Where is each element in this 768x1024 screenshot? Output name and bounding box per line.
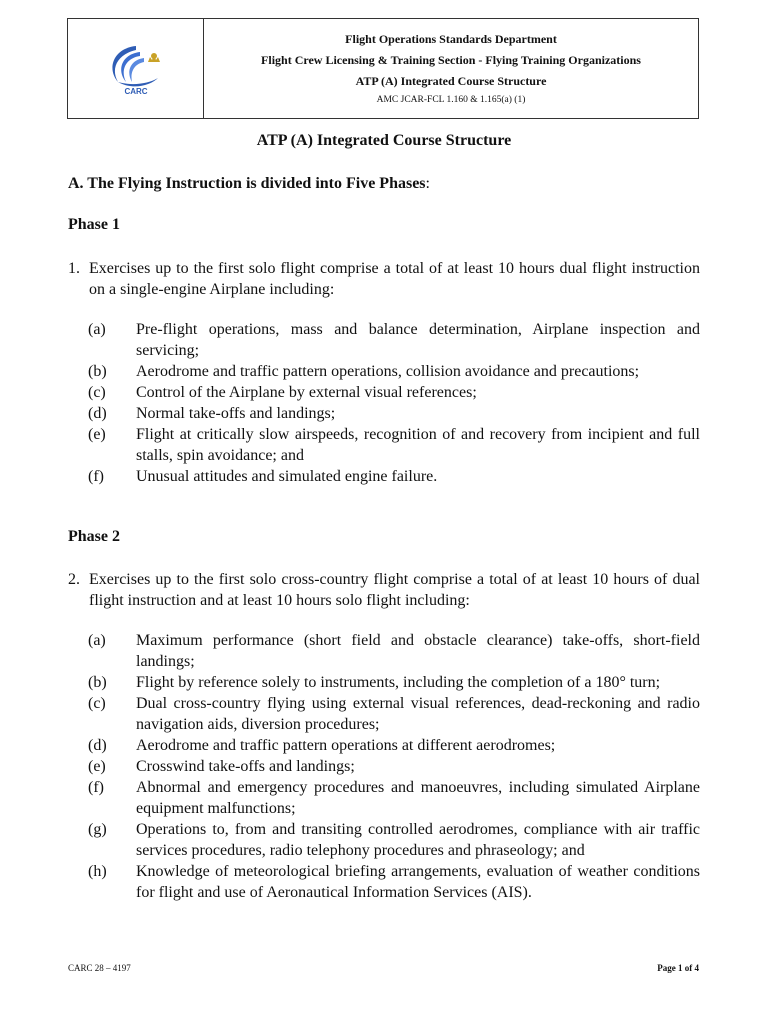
item-text: Abnormal and emergency procedures and manoeuvres, including simulated Airplane equipment malfunctions; [136, 779, 700, 817]
section-a-heading [68, 175, 430, 193]
item-text: Knowledge of meteorological briefing arrangements, evaluation of weather conditions for flight and use of Aeronautical Information Services (AIS). [136, 863, 700, 901]
item-text: Normal take-offs and landings; [136, 405, 336, 422]
footer-page-number: Page 1 of 4 [657, 963, 699, 973]
item-text: Operations to, from and transiting controlled aerodromes, compliance with air traffic services procedures, radio telephony procedures and phraseology; and [136, 821, 700, 859]
section-a-text: A. The Flying Instruction is divided into Five Phases [68, 175, 426, 192]
list-item [88, 361, 700, 382]
phase-1-intro [68, 258, 700, 300]
page-title: ATP (A) Integrated Course Structure [256, 132, 512, 149]
item-label: (h) [88, 863, 107, 880]
item-text: Flight by reference solely to instruments, including the completion of a 180° turn; [136, 674, 661, 691]
document-header [67, 18, 699, 119]
item-text: Flight at critically slow airspeeds, recognition of and recovery from incipient and full stalls, spin avoidance; and [136, 426, 700, 464]
item-text: Control of the Airplane by external visual references; [136, 384, 477, 401]
list-item [88, 672, 700, 693]
list-item [88, 861, 700, 903]
item-text: Maximum performance (short field and obstacle clearance) take-offs, short-field landings; [136, 632, 700, 670]
list-item [88, 693, 700, 735]
item-number: 1. [68, 260, 80, 277]
list-item [88, 735, 700, 756]
item-label: (d) [88, 405, 107, 422]
header-course-title: ATP (A) Integrated Course Structure [355, 73, 547, 88]
section-a-colon: : [425, 175, 430, 192]
phase-2-list [88, 630, 700, 903]
regulation-reference: AMC JCAR-FCL 1.160 & 1.165(a) (1) [376, 94, 526, 105]
item-label: (e) [88, 426, 106, 443]
list-item [88, 819, 700, 861]
logo-cell [68, 19, 204, 118]
footer-doc-reference: CARC 28 – 4197 [68, 963, 131, 973]
item-label: (e) [88, 758, 106, 775]
svg-text:CARC: CARC [123, 86, 148, 96]
item-label: (b) [88, 674, 107, 691]
item-text: Dual cross-country flying using external visual references, dead-reckoning and radio navigation aids, diversion procedures; [136, 695, 700, 733]
intro-text: Exercises up to the first solo flight comprise a total of at least 10 hours dual flight instruction on a single-engine Airplane including: [89, 260, 700, 298]
section-name: Flight Crew Licensing & Training Section - Flying Training Organizations [261, 52, 641, 67]
item-text: Pre-flight operations, mass and balance determination, Airplane inspection and servicing; [136, 321, 700, 359]
header-text [204, 19, 698, 118]
phase-1-heading: Phase 1 [68, 216, 120, 233]
item-label: (c) [88, 695, 106, 712]
list-item [88, 777, 700, 819]
item-label: (a) [88, 632, 106, 649]
intro-text: Exercises up to the first solo cross-country flight comprise a total of at least 10 hours of dual flight instruction and at least 10 hours solo flight including: [89, 571, 700, 609]
item-text: Aerodrome and traffic pattern operations at different aerodromes; [136, 737, 556, 754]
item-label: (c) [88, 384, 106, 401]
item-label: (f) [88, 468, 104, 485]
item-label: (a) [88, 321, 106, 338]
item-label: (b) [88, 363, 107, 380]
item-label: (d) [88, 737, 107, 754]
list-item [88, 466, 700, 487]
phase-1-list [88, 319, 700, 487]
carc-logo-icon [96, 38, 176, 100]
department-name: Flight Operations Standards Department [345, 31, 557, 46]
phase-2-heading: Phase 2 [68, 528, 120, 545]
list-item [88, 319, 700, 361]
item-label: (f) [88, 779, 104, 796]
item-number: 2. [68, 571, 80, 588]
list-item [88, 382, 700, 403]
item-text: Aerodrome and traffic pattern operations, collision avoidance and precautions; [136, 363, 640, 380]
list-item [88, 630, 700, 672]
list-item [88, 756, 700, 777]
list-item [88, 424, 700, 466]
item-text: Unusual attitudes and simulated engine failure. [136, 468, 438, 485]
phase-2-intro [68, 569, 700, 611]
list-item [88, 403, 700, 424]
item-text: Crosswind take-offs and landings; [136, 758, 355, 775]
item-label: (g) [88, 821, 107, 838]
